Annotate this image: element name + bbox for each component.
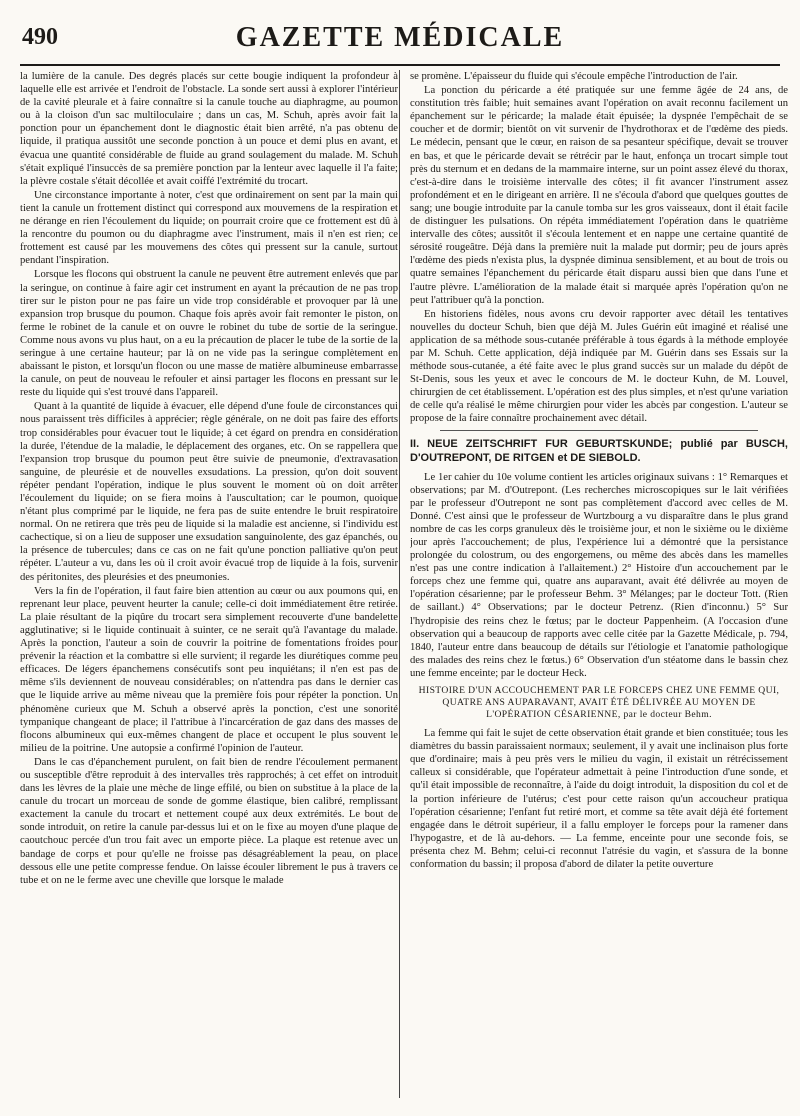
paragraph: Une circonstance importante à noter, c'est que ordinairement on sent par la main qui tient la canule un frottement distinct qui correspond aux mouvemens de la respiration et ne dérange en rien l'écoulement du liquide; on pourrait croire que ce frottement est dû à la rencontre du poumon ou du diaphragme avec l'instrument, mais il n'en est rien; ce frottement est causé par les mouvemens des côtes qui pressent sur la canule, surtout pendant l'inspiration.: [20, 189, 398, 267]
section-title: II. NEUE ZEITSCHRIFT FUR GEBURTSKUNDE; publié par BUSCH, D'OUTREPONT, DE RITGEN et DE SIEBOLD.: [410, 437, 788, 464]
paragraph: Vers la fin de l'opération, il faut faire bien attention au cœur ou aux poumons qui, en reprenant leur place, peuvent heurter la canule; celle-ci doit immédiatement être retirée. La plaie résultant de la piqûre du trocart sera simplement recouverte d'une bandelette agglutinative; si le liquide continuait à suinter, ce ne serait qu'à l'avantage du malade. Après la ponction, l'auteur a soin de couvrir la poitrine de fomentations froides pour prévenir la réaction et la combattre si elle survient; il regarde les diurétiques comme peu efficaces. De légers épanchemens consécutifs sont peu inquiétans; il n'en est pas de même s'ils deviennent de nouveau considérables; on n'attendra pas dans le dernier cas que le liquide arrive au même niveau que la première fois pour répéter la ponction. Un phénomène curieux que M. Schuh a observé après la ponction, c'est une sonorité tympanique changeant de place; il l'attribue à l'incarcération de gaz dans des masses de flocons albumineux qui eux-mêmes changent de place et occupent le plus souvent le milieu de la poitrine. Une autopsie a confirmé l'opinion de l'auteur.: [20, 585, 398, 754]
paragraph: Quant à la quantité de liquide à évacuer, elle dépend d'une foule de circonstances qui nous paraissent très difficiles à apprécier; règle générale, on ne doit pas faire des efforts trop considérables pour évacuer tout le liquide; à cet égard on prendra en considération la durée, l'étendue de la maladie, le déplacement des organes, etc. On se rappellera que l'expansion trop brusque du poumon peut être suivie de pneumonie, d'extravasation sanguine, de pleurésie et de nouvelles exsudations. La pression, qu'on doit souvent répéter pendant l'opération, indique le plus souvent le moment où on doit arrêter l'écoulement du liquide; on se fiera moins à l'auscultation; car le poumon, quoique n'étant plus comprimé par le liquide, ne fera pas de suite entendre le bruit respiratoire normal. On ne retirera que très peu de liquide si la maladie est ancienne, si l'individu est cachectique, si on a lieu de supposer une exsudation sanguinolente, des gaz épanchés, ou la présence de tubercules; dans ce cas on ne fait qu'une ponction palliative qu'on peut répéter. L'auteur a vu, dans les où il croit avoir évacué trop de liquide à la fois, survenir des péritonites, des pleurésies et des pneumonies.: [20, 401, 398, 583]
paragraph: Dans le cas d'épanchement purulent, on fait bien de rendre l'écoulement permanent ou susceptible d'être reproduit à des intervalles très rapprochés; à cet effet on introduit dans les lèvres de la plaie une mèche de linge effilé, ou bien on substitue à la place de la canule du trocart un morceau de sonde de gomme élastique, bien calibré, remplissant exactement la canule du trocart et nettement coupé aux deux extrémités. Le bout de sonde introduit, on retire la canule par-dessus lui et on le fixe au moyen d'une plaque de caoutchouc percée d'un trou fait avec un emporte pièce. La plaque est retenue avec un bandage de corps et pour qu'elle ne froisse pas désagréablement la peau, on place dessous elle une petite compresse fendue. On laisse écouler librement le pus à travers ce tube et on ne le ferme avec une cheville que lorsque le malade: [20, 756, 398, 886]
paragraph: La ponction du péricarde a été pratiquée sur une femme âgée de 24 ans, de constitution très faible; huit semaines avant l'opération on avait reconnu facilement un épanchement sur le péricarde; la malade était épuisée; la dyspnée l'empêchait de se coucher et de dormir; bientôt on vit survenir de l'hydrothorax et de l'œdème des pieds. Le médecin, pensant que le cœur, en raison de sa pesanteur spécifique, devait se trouver en bas, et que le péricarde devait se rétrécir par le haut, enfonça un trocart simple tout près du sternum et en dedans de la mammaire interne, sur un point assez élevé du thorax, c'est-à-dire dans le troisième intervalle des côtes; il fit avancer l'instrument assez profondément et en le dirigeant en arrière. Il ne s'écoula d'abord que quelques gouttes de sang; une bougie introduite par la canule tomba sur les gros vaisseaux, dont il était facile de distinguer les pulsations. On répéta immédiatement l'opération dans le quatrième intervalle des côtes; aussitôt il s'écoula lentement et en nappe une certaine quantité de sérosité rougeâtre. Déjà dans la première nuit la malade put dormir; peu de jours après l'œdème des pieds n'exista plus, la dyspnée diminua sensiblement, et au bout de trois ou quatre semaines l'épanchement du péricarde était disparu aussi bien que dans l'une et l'autre plèvre. L'amélioration de la malade était si marquée après l'opération qu'on ne peut l'attribuer qu'à la ponction.: [410, 85, 788, 306]
page-number: 490: [22, 24, 58, 50]
column-divider: [399, 70, 400, 1098]
left-column: [20, 70, 398, 1100]
article-subheading: HISTOIRE D'UN ACCOUCHEMENT PAR LE FORCEPS CHEZ UNE FEMME QUI, QUATRE ANS AUPARAVANT, AVAIT ÉTÉ DÉLIVRÉE AU MOYEN DE L'OPÉRATION CÉSARIENNE, par le docteur Behm.: [418, 685, 780, 721]
page-header: [20, 20, 780, 66]
paragraph: Le 1er cahier du 10e volume contient les articles originaux suivans : 1° Remarques et observations; par M. d'Outrepont. (Les recherches microscopiques sur le lait vérifiées par le professeur d'Outrepont ne sont pas complètement d'accord avec celles de M. Donné. C'est ainsi que le professeur de Wurtzbourg a vu disparaître dans le plus grand nombre de cas les corps granuleux dès le troisième jour, et non le sixième ou le dixième jour après l'accouchement; de plus, l'expérience lui a démontré que la persistance prolongée du colostrum, ou des engorgemens, ou même des abcès dans les mamelles n'est pas une contre indication à l'allaitement.) 2° Histoire d'un accouchement par le forceps chez une femme qui, quatre ans auparavant, avait été délivrée au moyen de l'opération césarienne; par le professeur Behm. 3° Mélanges; par le docteur Tott. (Rien de saillant.) 4° Observations; par le docteur Petrenz. (Rien d'inconnu.) 5° Sur l'hydropisie des reins chez le fœtus; par le docteur Pappenheim. (A l'occasion d'une observation qui a beaucoup de rapports avec celle citée par la Gazette Médicale, p. 794, 1840, l'auteur entre dans beaucoup de détails sur l'étiologie et l'anatomie pathologique des malades des reins chez le fœtus.) 6° Observation d'un stéatome dans le bassin chez une femme enceinte; par le docteur Heck.: [410, 471, 788, 679]
paragraph: Lorsque les flocons qui obstruent la canule ne peuvent être autrement enlevés que par la seringue, on continue à faire agir cet instrument en ayant la précaution de ne pas trop tirer sur le piston pour ne pas faire un vide trop considérable et provoquer par là une expansion trop brusque du poumon. Chaque fois après avoir fait remonter le piston, on ferme le robinet de la canule et on ouvre le robinet du tube de sortie de la seringue. Comme nous avons vu plus haut, on a eu la précaution de placer le tube de la sortie de la seringue à une certaine hauteur; par là on ne vide pas la seringue complètement en abaissant le piston, et lorsqu'un flocon ou une masse de matière albumineuse embarrasse la canule, on peut de nouveau le refouler et ainsi partager les flocons en pressant sur le reste du liquide qui s'est trouvé dans l'appareil.: [20, 269, 398, 399]
paragraph: se promène. L'épaisseur du fluide qui s'écoule empêche l'introduction de l'air.: [410, 71, 738, 82]
paragraph: la lumière de la canule. Des degrés placés sur cette bougie indiquent la profondeur à laquelle elle est arrivée et l'endroit de l'obstacle. La sonde sert aussi à explorer l'intérieur de la cavité pleurale et à faire connaître si la canule touche au diaphragme, au poumon ou à la cloison d'un sac multiloculaire ; dans un cas, M. Schuh, après avoir fait la ponction pour un épanchement dont le diagnostic était bien arrêté, n'a pas obtenu de liquide, il pratiqua aussitôt une seconde ponction à un pouce et demi plus en avant, et évacua une quantité considérable de fluide au grand soulagement du malade. M. Schuh s'était expliqué l'insuccès de sa première ponction par la lenteur avec laquelle il l'a faite; la plèvre costale s'était décollée et avait coiffé l'extrémité du trocart.: [20, 71, 398, 187]
right-column: [410, 70, 788, 1100]
paragraph: En historiens fidèles, nous avons cru devoir rapporter avec détail les tentatives nouvelles du docteur Schuh, bien que déjà M. Jules Guérin eût imaginé et réalisé une application de sa méthode sous-cutanée préférable à tous égards à la méthode employée par M. Schuh. Cette application, déjà indiquée par M. Guérin dans ses Essais sur la méthode sous-cutanée, a été faite avec le plus grand succès sur un malade du dépôt de St-Denis, sous les yeux et avec le concours de M. le docteur Kuhn, de M. Louvel, chirurgien de cet établissement. L'opération est des plus simples, et n'est qu'une variation de celle qu'a réalisé le même chirurgien pour vider les abcès par congestion. L'auteur se propose de la faire connaître prochainement avec détail.: [410, 308, 788, 425]
section-separator: [440, 430, 758, 431]
journal-title: GAZETTE MÉDICALE: [235, 22, 565, 53]
paragraph: La femme qui fait le sujet de cette observation était grande et bien constituée; tous les diamètres du bassin paraissaient normaux; seulement, il y avait une inclinaison plus forte que d'ordinaire; mais à peu près vers le milieu du vagin, il existait un rétrécissement calleux si considérable, que l'opérateur admettait à peine l'introduction d'une sonde, et qu'il était impossible de reconnaître, à l'aide du doigt introduit, la disposition du col et de la portion inférieure de l'utérus; c'est pour cette raison qu'un accoucheur pratiqua l'opération césarienne; l'enfant fut retiré mort, et comme sa tête avait déjà été fortement engagée dans le détroit supérieur, il a fallu employer le forceps pour la ramener dans l'hypogastre, et de là au-dehors. — La femme, enceinte pour une seconde fois, se présenta chez M. Behm; celui-ci reconnut l'atrésie du vagin, et s'assura de la bonne conformation du bassin; il proposa d'abord de dilater la petite ouverture: [410, 728, 788, 870]
